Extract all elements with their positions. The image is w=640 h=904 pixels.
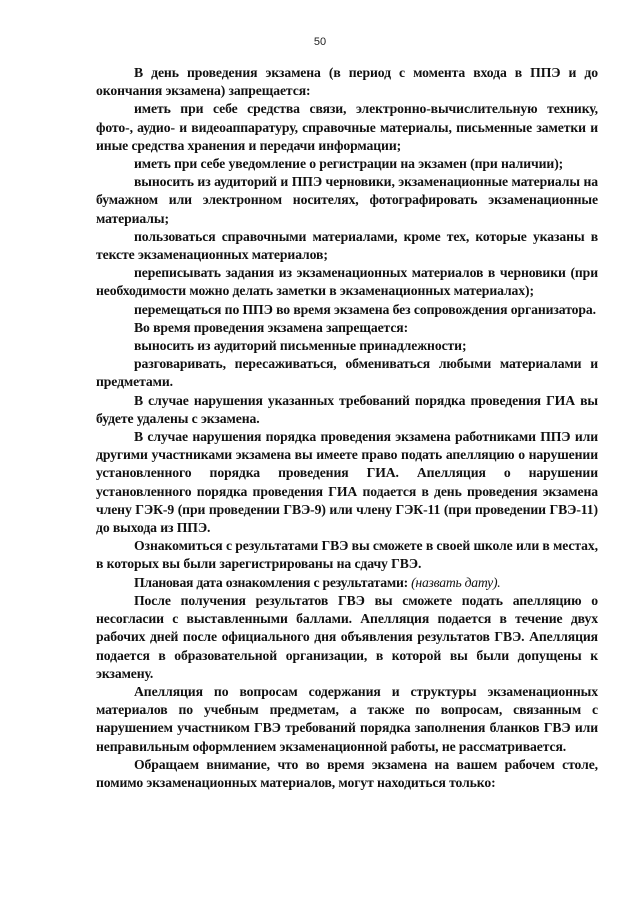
paragraph-writing-supplies: выносить из аудиторий письменные принадлежности; [134,338,467,354]
page-number: 50 [313,36,327,48]
paragraph-planned-date [96,574,598,592]
paragraph-content-appeal: Апелляция по вопросам содержания и структуры экзаменационных материалов по учебным предметам, а также по вопросам, связанным с нарушением участником ГВЭ требований порядка заполнения бланков ГВЭ или неправильным оформлением экзаменационной работы, не рассматривается. [96,683,598,754]
paragraph-move-without-escort: перемещаться по ППЭ во время экзамена без сопровождения организатора. [134,301,596,317]
paragraph-copy-tasks: переписывать задания из экзаменационных материалов в черновики (при необходимости можно делать заметки в экзаменационных материалах); [96,265,598,299]
planned-date-text: Плановая дата ознакомления с результатами: [134,574,408,590]
paragraph-registration-notice: иметь при себе уведомление о регистрации на экзамен (при наличии); [134,156,564,172]
paragraph-results-location: Ознакомиться с результатами ГВЭ вы сможете в своей школе или в местах, в которых вы были зарегистрированы на сдачу ГВЭ. [96,538,598,572]
document-body [96,64,598,792]
paragraph-during-exam-prohibited: Во время проведения экзамена запрещается: [134,319,409,335]
paragraph-intro-prohibited: В день проведения экзамена (в период с момента входа в ППЭ и до окончания экзамена) запрещается: [96,65,598,99]
planned-date-hint: (назвать дату). [411,574,501,590]
paragraph-score-appeal: После получения результатов ГВЭ вы сможете подать апелляцию о несогласии с выставленными баллами. Апелляция подается в течение двух рабочих дней после официального дня объявления результатов ГВЭ. Апелляция подается в образовательной организации, в которой вы были допущены к экзамену. [96,592,598,681]
paragraph-remove-drafts: выносить из аудиторий и ППЭ черновики, экзаменационные материалы на бумажном или электронном носителях, фотографировать экзаменационные материалы; [96,174,598,226]
paragraph-reference-materials: пользоваться справочными материалами, кроме тех, которые указаны в тексте экзаменационных материалов; [96,228,598,263]
paragraph-communication-devices: иметь при себе средства связи, электронно-вычислительную технику, фото-, аудио- и видеоаппаратуру, справочные материалы, письменные заметки и иные средства хранения и передачи информации; [96,101,598,153]
paragraph-violation-appeal: В случае нарушения порядка проведения экзамена работниками ППЭ или другими участниками экзамена вы имеете право подать апелляцию о нарушении установленного порядка проведения ГИА. Апелляция о нарушении установленного порядка проведения ГИА подается в день проведения экзамена члену ГЭК-9 (при проведении ГВЭ-9) или члену ГЭК-11 (при проведении ГВЭ-11) до выхода из ППЭ. [96,429,598,536]
paragraph-desk-items: Обращаем внимание, что во время экзамена на вашем рабочем столе, помимо экзаменационных материалов, могут находиться только: [96,756,598,790]
paragraph-talking: разговаривать, пересаживаться, обмениваться любыми материалами и предметами. [96,356,598,390]
paragraph-removal-warning: В случае нарушения указанных требований порядка проведения ГИА вы будете удалены с экзамена. [96,392,598,426]
